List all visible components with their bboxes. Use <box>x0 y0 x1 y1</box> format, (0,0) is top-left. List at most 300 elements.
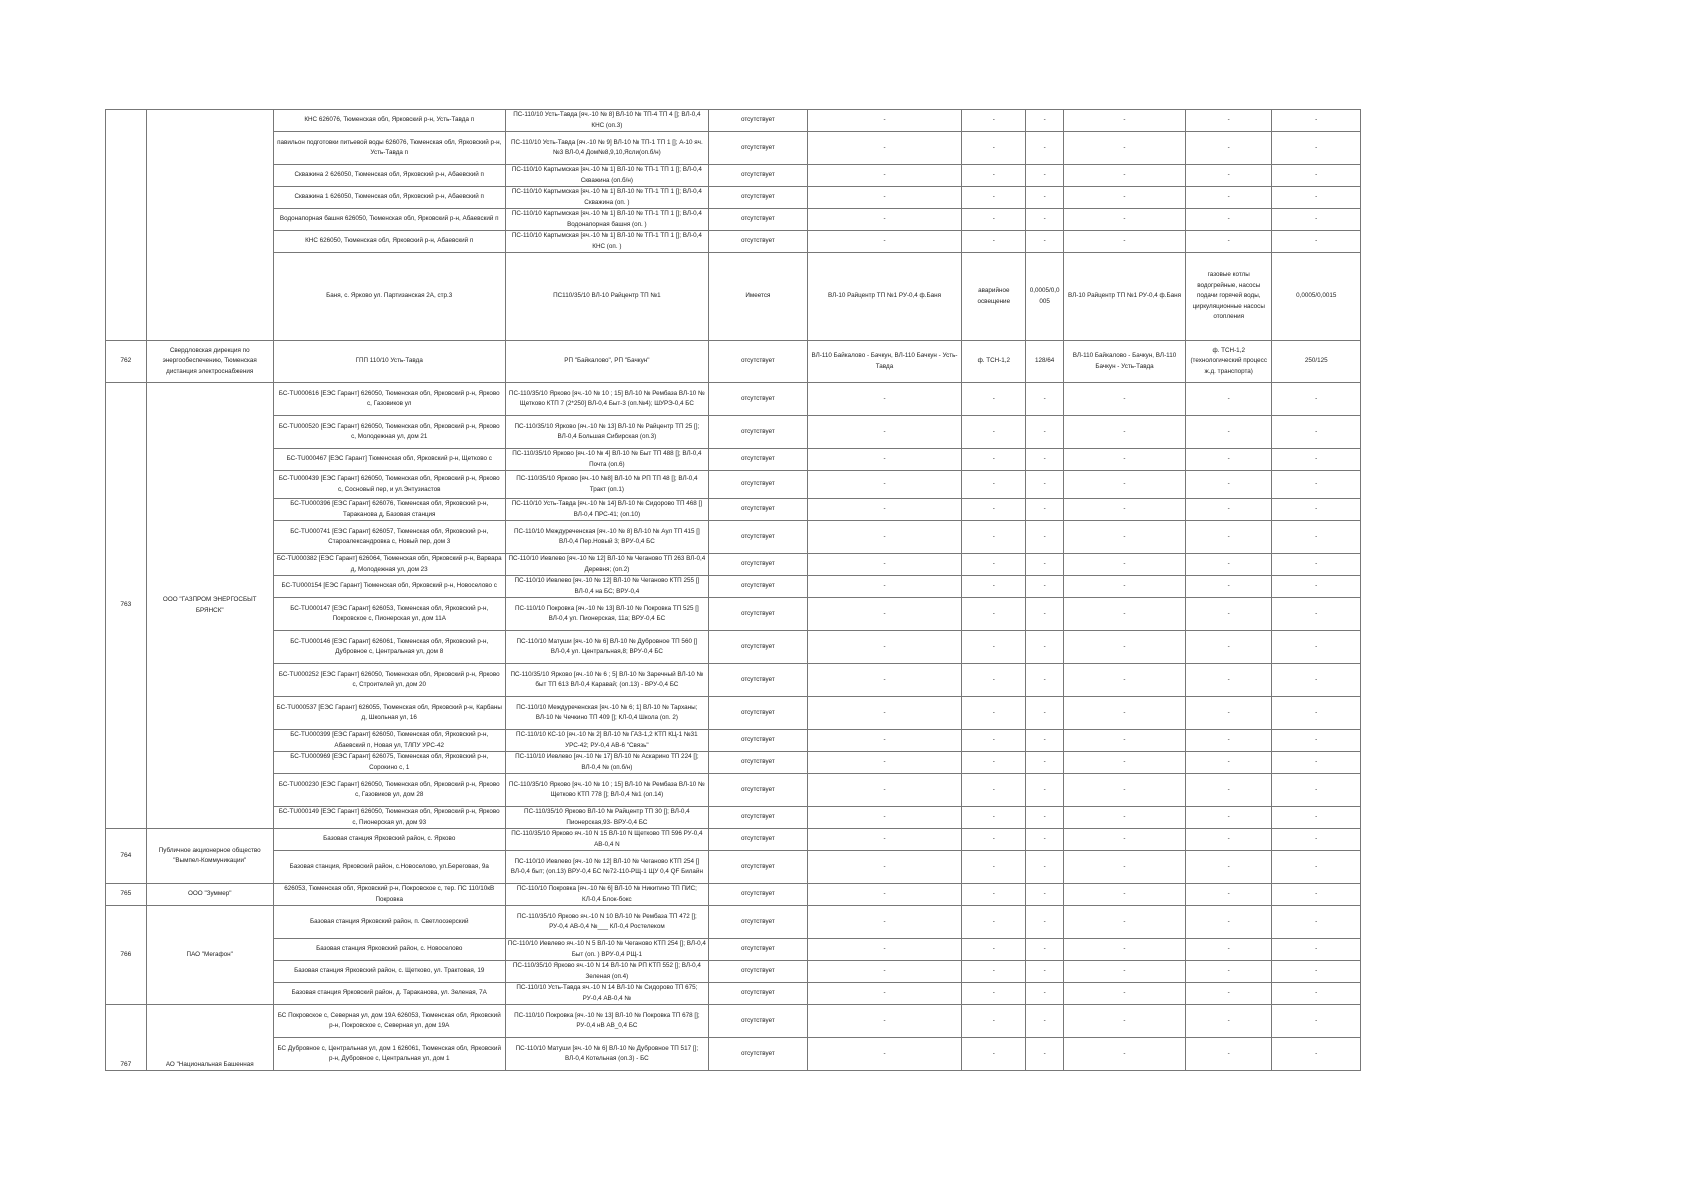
status-cell: отсутствует <box>709 884 808 906</box>
col11-cell: - <box>1272 939 1361 961</box>
col10-cell: - <box>1186 939 1272 961</box>
col6-cell: - <box>807 1038 962 1071</box>
col11-cell: - <box>1272 730 1361 752</box>
object-cell: БС-TU000230 [ЕЭС Гарант] 626050, Тюменская обл, Ярковский р-н, Ярково с, Газовиков ул, дом 28 <box>273 774 505 807</box>
col7-cell: - <box>962 576 1026 598</box>
col10-cell: - <box>1186 730 1272 752</box>
col8-cell: - <box>1026 209 1064 231</box>
col10-cell: - <box>1186 774 1272 807</box>
status-cell: отсутствует <box>709 939 808 961</box>
col6-cell: - <box>807 664 962 697</box>
col6-cell: ВЛ-110 Байкалово - Бачкун, ВЛ-110 Бачкун - Усть-Тавда <box>807 341 962 383</box>
col6-cell: - <box>807 209 962 231</box>
table-row <box>106 1005 1361 1038</box>
col10-cell: - <box>1186 209 1272 231</box>
col7-cell: - <box>962 449 1026 471</box>
col7-cell: - <box>962 383 1026 416</box>
table-row <box>106 253 1361 341</box>
col8-cell: - <box>1026 231 1064 253</box>
object-cell: Скважина 2 626050, Тюменская обл, Ярковский р-н, Абаевский п <box>273 165 505 187</box>
col11-cell: - <box>1272 983 1361 1005</box>
col9-cell: - <box>1063 1038 1185 1071</box>
col11-cell: - <box>1272 554 1361 576</box>
col10-cell: - <box>1186 383 1272 416</box>
object-cell: 626053, Тюменская обл, Ярковский р-н, Покровское с, тер. ПС 110/10кВ Покровка <box>273 884 505 906</box>
table-row <box>106 807 1361 829</box>
table-row <box>106 664 1361 697</box>
col7-cell: ф. ТСН-1,2 <box>962 341 1026 383</box>
page-clip <box>100 100 1370 1078</box>
table-row <box>106 961 1361 983</box>
status-cell: отсутствует <box>709 132 808 165</box>
source-cell: ПС-110/10 Картымская [яч.-10 № 1] ВЛ-10 № ТП-1 ТП 1 []; ВЛ-0,4 Водонапорная башня (оп. ) <box>505 209 708 231</box>
table-row <box>106 383 1361 416</box>
object-cell: БС-TU000146 [ЕЭС Гарант] 626061, Тюменская обл, Ярковский р-н, Дубровное с, Центральная ул, дом 8 <box>273 631 505 664</box>
col9-cell: ВЛ-110 Байкалово - Бачкун, ВЛ-110 Бачкун - Усть-Тавда <box>1063 341 1185 383</box>
organization-cell: ООО "Зуммер" <box>146 884 273 906</box>
table-row <box>106 499 1361 521</box>
col7-cell: - <box>962 631 1026 664</box>
status-cell: отсутствует <box>709 730 808 752</box>
col11-cell: - <box>1272 829 1361 851</box>
col9-cell: - <box>1063 521 1185 554</box>
col8-cell: - <box>1026 851 1064 884</box>
status-cell: отсутствует <box>709 231 808 253</box>
status-cell: отсутствует <box>709 664 808 697</box>
col6-cell: - <box>807 983 962 1005</box>
status-cell: отсутствует <box>709 165 808 187</box>
col7-cell: - <box>962 730 1026 752</box>
col10-cell: - <box>1186 576 1272 598</box>
col8-cell: - <box>1026 697 1064 730</box>
object-cell: Базовая станция Ярковский район, д. Тараканова, ул. Зеленая, 7А <box>273 983 505 1005</box>
col9-cell: - <box>1063 730 1185 752</box>
status-cell: отсутствует <box>709 1005 808 1038</box>
source-cell: ПС-110/35/10 Ярково [яч.-10 № 4] ВЛ-10 № Быт ТП 488 []; ВЛ-0,4 Почта (оп.6) <box>505 449 708 471</box>
col8-cell: - <box>1026 939 1064 961</box>
col9-cell: - <box>1063 383 1185 416</box>
col11-cell: - <box>1272 383 1361 416</box>
col7-cell: - <box>962 110 1026 132</box>
status-cell: отсутствует <box>709 752 808 774</box>
table-row <box>106 132 1361 165</box>
row-number-cell: 762 <box>106 341 147 383</box>
object-cell: БС-TU000154 [ЕЭС Гарант] Тюменская обл, Ярковский р-н, Новоселово с <box>273 576 505 598</box>
col8-cell: - <box>1026 110 1064 132</box>
table-row <box>106 697 1361 730</box>
source-cell: ПС-110/10 Картымская [яч.-10 № 1] ВЛ-10 № ТП-1 ТП 1 []; ВЛ-0,4 КНС (оп. ) <box>505 231 708 253</box>
source-cell: РП "Байкалово", РП "Бачкун" <box>505 341 708 383</box>
status-cell: отсутствует <box>709 851 808 884</box>
col9-cell: - <box>1063 664 1185 697</box>
col6-cell: - <box>807 554 962 576</box>
table-row <box>106 576 1361 598</box>
col6-cell: - <box>807 1005 962 1038</box>
col7-cell: - <box>962 416 1026 449</box>
col9-cell: - <box>1063 752 1185 774</box>
col11-cell: - <box>1272 231 1361 253</box>
col7-cell: - <box>962 884 1026 906</box>
col7-cell: - <box>962 231 1026 253</box>
table-row <box>106 939 1361 961</box>
col11-cell: - <box>1272 697 1361 730</box>
col10-cell: - <box>1186 416 1272 449</box>
col10-cell: - <box>1186 697 1272 730</box>
col11-cell: - <box>1272 807 1361 829</box>
col6-cell: - <box>807 774 962 807</box>
source-cell: ПС-110/10 Покровка [яч.-10 № 13] ВЛ-10 № Покровка ТП 678 []; РУ-0,4 нВ АВ_0,4 БС <box>505 1005 708 1038</box>
col7-cell: - <box>962 774 1026 807</box>
col10-cell: - <box>1186 165 1272 187</box>
col7-cell: - <box>962 209 1026 231</box>
col8-cell: - <box>1026 132 1064 165</box>
source-cell: ПС-110/10 КС-10 [яч.-10 № 2] ВЛ-10 № ГАЗ-1,2 КТП КЦ-1 №31 УРС-42; РУ-0,4 АВ-6 "Связь" <box>505 730 708 752</box>
table-row <box>106 471 1361 499</box>
row-number-cell: 764 <box>106 829 147 884</box>
source-cell: ПС-110/10 Иевлево [яч.-10 № 12] ВЛ-10 № Чеганово КТП 255 [] ВЛ-0,4 на БС; ВРУ-0,4 <box>505 576 708 598</box>
col10-cell: - <box>1186 499 1272 521</box>
source-cell: ПС-110/35/10 Ярково [яч.-10 № 10 ; 15] ВЛ-10 № Рембаза ВЛ-10 № Щетково КТП 778 []; ВЛ-0,4 №1 (оп.14) <box>505 774 708 807</box>
object-cell: КНС 626076, Тюменская обл, Ярковский р-н, Усть-Тавда п <box>273 110 505 132</box>
table-row <box>106 231 1361 253</box>
status-cell: отсутствует <box>709 697 808 730</box>
col10-cell: - <box>1186 231 1272 253</box>
object-cell: БС-TU000149 [ЕЭС Гарант] 626050, Тюменская обл, Ярковский р-н, Ярково с, Пионерская ул, дом 93 <box>273 807 505 829</box>
col6-cell: - <box>807 231 962 253</box>
col7-cell: - <box>962 1038 1026 1071</box>
col11-cell: 0,0005/0,0015 <box>1272 253 1361 341</box>
col11-cell: - <box>1272 631 1361 664</box>
object-cell: павильон подготовки питьевой воды 626076, Тюменская обл, Ярковский р-н, Усть-Тавда п <box>273 132 505 165</box>
object-cell: БС-TU000467 [ЕЭС Гарант] Тюменская обл, Ярковский р-н, Щетково с <box>273 449 505 471</box>
col10-cell: - <box>1186 829 1272 851</box>
col9-cell: - <box>1063 576 1185 598</box>
col11-cell: - <box>1272 471 1361 499</box>
col10-cell: - <box>1186 851 1272 884</box>
status-cell: отсутствует <box>709 906 808 939</box>
col10-cell: - <box>1186 752 1272 774</box>
data-table <box>105 109 1361 1071</box>
status-cell: отсутствует <box>709 110 808 132</box>
source-cell: ПС-110/10 Иевлево [яч.-10 № 12] ВЛ-10 № Чеганово КТП 254 [] ВЛ-0,4 быт; (оп.13) ВРУ-0,4 БС №72-110-РЩ-1 ЩУ 0,4 QF Билайн <box>505 851 708 884</box>
col8-cell: - <box>1026 1038 1064 1071</box>
source-cell: ПС-110/10 Матуши [яч.-10 № 6] ВЛ-10 № Дубровное ТП 517 []; ВЛ-0,4 Котельная (оп.3) - БС <box>505 1038 708 1071</box>
source-cell: ПС-110/35/10 Ярково [яч.-10 № 13] ВЛ-10 № Райцентр ТП 25 []; ВЛ-0,4 Большая Сибирская (оп.3) <box>505 416 708 449</box>
col8-cell: - <box>1026 521 1064 554</box>
source-cell: ПС-110/10 Картымская [яч.-10 № 1] ВЛ-10 № ТП-1 ТП 1 []; ВЛ-0,4 Скважина (оп.б/н) <box>505 165 708 187</box>
col6-cell: ВЛ-10 Райцентр ТП №1 РУ-0,4 ф.Баня <box>807 253 962 341</box>
object-cell: БС-TU000147 [ЕЭС Гарант] 626053, Тюменская обл, Ярковский р-н, Покровское с, Пионерская ул, дом 11А <box>273 598 505 631</box>
col7-cell: - <box>962 471 1026 499</box>
table-row <box>106 554 1361 576</box>
source-cell: ПС-110/10 Покровка [яч.-10 № 13] ВЛ-10 № Покровка ТП 525 [] ВЛ-0,4 ул. Пионерская, 11а; ВРУ-0,4 БС <box>505 598 708 631</box>
col9-cell: - <box>1063 697 1185 730</box>
col8-cell: - <box>1026 664 1064 697</box>
source-cell: ПС-110/10 Усть-Тавда яч.-10 N 14 ВЛ-10 № Сидорово ТП 675; РУ-0,4 АВ-0,4 № <box>505 983 708 1005</box>
col6-cell: - <box>807 449 962 471</box>
col9-cell: - <box>1063 416 1185 449</box>
status-cell: отсутствует <box>709 983 808 1005</box>
object-cell: Водонапорная башня 626050, Тюменская обл, Ярковский р-н, Абаевский п <box>273 209 505 231</box>
source-cell: ПС-110/10 Матуши [яч.-10 № 6] ВЛ-10 № Дубровное ТП 560 [] ВЛ-0,4 ул. Центральная,8; ВРУ-0,4 БС <box>505 631 708 664</box>
col9-cell: - <box>1063 631 1185 664</box>
col9-cell: - <box>1063 209 1185 231</box>
col11-cell: - <box>1272 664 1361 697</box>
col6-cell: - <box>807 631 962 664</box>
status-cell: отсутствует <box>709 961 808 983</box>
col9-cell: - <box>1063 132 1185 165</box>
col8-cell: - <box>1026 449 1064 471</box>
col8-cell: - <box>1026 961 1064 983</box>
table-row <box>106 449 1361 471</box>
col8-cell: - <box>1026 730 1064 752</box>
col11-cell: - <box>1272 752 1361 774</box>
object-cell: Базовая станция Ярковский район, с. Ярково <box>273 829 505 851</box>
col10-cell: - <box>1186 983 1272 1005</box>
col7-cell: - <box>962 961 1026 983</box>
table-row <box>106 631 1361 664</box>
col6-cell: - <box>807 187 962 209</box>
col10-cell: - <box>1186 521 1272 554</box>
col8-cell: - <box>1026 774 1064 807</box>
col7-cell: - <box>962 1005 1026 1038</box>
col11-cell: - <box>1272 1005 1361 1038</box>
col6-cell: - <box>807 521 962 554</box>
col8-cell: 0,0005/0,0005 <box>1026 253 1064 341</box>
col10-cell: - <box>1186 598 1272 631</box>
col6-cell: - <box>807 499 962 521</box>
col9-cell: - <box>1063 1005 1185 1038</box>
col6-cell: - <box>807 730 962 752</box>
status-cell: отсутствует <box>709 499 808 521</box>
col9-cell: - <box>1063 165 1185 187</box>
status-cell: отсутствует <box>709 521 808 554</box>
col11-cell: - <box>1272 906 1361 939</box>
col8-cell: - <box>1026 752 1064 774</box>
object-cell: БС-TU000252 [ЕЭС Гарант] 626050, Тюменская обл, Ярковский р-н, Ярково с, Строителей ул, дом 20 <box>273 664 505 697</box>
col10-cell: - <box>1186 1038 1272 1071</box>
col6-cell: - <box>807 752 962 774</box>
col10-cell: - <box>1186 187 1272 209</box>
source-cell: ПС-110/10 Иевлево [яч.-10 № 12] ВЛ-10 № Чеганово ТП 263 ВЛ-0,4 Деревня; (оп.2) <box>505 554 708 576</box>
col11-cell: - <box>1272 416 1361 449</box>
source-cell: ПС-110/10 Междуреченская [яч.-10 № 6; 1] ВЛ-10 № Тарханы; ВЛ-10 № Чечкино ТП 409 []; КЛ-0,4 Школа (оп. 2) <box>505 697 708 730</box>
col8-cell: - <box>1026 416 1064 449</box>
col6-cell: - <box>807 884 962 906</box>
table-row <box>106 774 1361 807</box>
col8-cell: - <box>1026 807 1064 829</box>
col9-cell: - <box>1063 851 1185 884</box>
status-cell: отсутствует <box>709 383 808 416</box>
col8-cell: - <box>1026 598 1064 631</box>
col6-cell: - <box>807 110 962 132</box>
col6-cell: - <box>807 471 962 499</box>
table-row <box>106 598 1361 631</box>
table-row <box>106 209 1361 231</box>
col10-cell: - <box>1186 471 1272 499</box>
status-cell: отсутствует <box>709 1038 808 1071</box>
col11-cell: - <box>1272 774 1361 807</box>
col11-cell: - <box>1272 209 1361 231</box>
col10-cell: - <box>1186 449 1272 471</box>
col11-cell: - <box>1272 1038 1361 1071</box>
object-cell: Базовая станция Ярковский район, с. Новоселово <box>273 939 505 961</box>
col6-cell: - <box>807 851 962 884</box>
col11-cell: - <box>1272 110 1361 132</box>
source-cell: ПС-110/35/10 Ярково яч.-10 N 14 ВЛ-10 № РП КТП 552 []; ВЛ-0,4 Зеленая (оп.4) <box>505 961 708 983</box>
col11-cell: - <box>1272 576 1361 598</box>
table-row <box>106 165 1361 187</box>
object-cell: БС Покровское с, Северная ул, дом 19А 626053, Тюменская обл, Ярковский р-н, Покровское с, Северная ул, дом 19А <box>273 1005 505 1038</box>
col6-cell: - <box>807 165 962 187</box>
col9-cell: - <box>1063 471 1185 499</box>
col10-cell: - <box>1186 554 1272 576</box>
col8-cell: - <box>1026 471 1064 499</box>
col8-cell: 128/64 <box>1026 341 1064 383</box>
col11-cell: - <box>1272 187 1361 209</box>
organization-cell <box>146 110 273 341</box>
col9-cell: - <box>1063 906 1185 939</box>
col9-cell: - <box>1063 961 1185 983</box>
col7-cell: - <box>962 187 1026 209</box>
col7-cell: - <box>962 697 1026 730</box>
status-cell: отсутствует <box>709 449 808 471</box>
object-cell: БС-TU000520 [ЕЭС Гарант] 626050, Тюменская обл, Ярковский р-н, Ярково с, Молодежная ул, дом 21 <box>273 416 505 449</box>
table-row <box>106 730 1361 752</box>
col6-cell: - <box>807 961 962 983</box>
col8-cell: - <box>1026 884 1064 906</box>
table-row <box>106 829 1361 851</box>
col8-cell: - <box>1026 829 1064 851</box>
col8-cell: - <box>1026 983 1064 1005</box>
row-number-cell: 765 <box>106 884 147 906</box>
source-cell: ПС-110/10 Покровка [яч.-10 № 6] ВЛ-10 № Никитино ТП ПИС; КЛ-0,4 Блок-бокс <box>505 884 708 906</box>
col8-cell: - <box>1026 165 1064 187</box>
col6-cell: - <box>807 416 962 449</box>
table-row <box>106 884 1361 906</box>
col10-cell: - <box>1186 1005 1272 1038</box>
col10-cell: газовые котлы водогрейные, насосы подачи горячей воды, циркуляционные насосы отопления <box>1186 253 1272 341</box>
source-cell: ПС110/35/10 ВЛ-10 Райцентр ТП №1 <box>505 253 708 341</box>
col7-cell: аварийное освещение <box>962 253 1026 341</box>
col6-cell: - <box>807 807 962 829</box>
object-cell: Базовая станция, Ярковский район, с.Новоселово, ул.Береговая, 9а <box>273 851 505 884</box>
col7-cell: - <box>962 521 1026 554</box>
col6-cell: - <box>807 132 962 165</box>
col7-cell: - <box>962 499 1026 521</box>
col8-cell: - <box>1026 187 1064 209</box>
status-cell: отсутствует <box>709 554 808 576</box>
col7-cell: - <box>962 664 1026 697</box>
status-cell: отсутствует <box>709 829 808 851</box>
col9-cell: ВЛ-10 Райцентр ТП №1 РУ-0,4 ф.Баня <box>1063 253 1185 341</box>
col9-cell: - <box>1063 774 1185 807</box>
source-cell: ПС-110/35/10 Ярково [яч.-10 №8] ВЛ-10 № РП ТП 48 []; ВЛ-0,4 Тракт (оп.1) <box>505 471 708 499</box>
organization-cell: ПАО "Мегафон" <box>146 906 273 1005</box>
col7-cell: - <box>962 132 1026 165</box>
table-row <box>106 1038 1361 1071</box>
status-cell: отсутствует <box>709 631 808 664</box>
col10-cell: - <box>1186 961 1272 983</box>
col11-cell: - <box>1272 851 1361 884</box>
table-row <box>106 752 1361 774</box>
col10-cell: - <box>1186 664 1272 697</box>
status-cell: Имеется <box>709 253 808 341</box>
col7-cell: - <box>962 829 1026 851</box>
col11-cell: - <box>1272 521 1361 554</box>
col8-cell: - <box>1026 576 1064 598</box>
object-cell: БС-TU000439 [ЕЭС Гарант] 626050, Тюменская обл, Ярковский р-н, Ярково с, Сосновый пер, и ул.Энтузиастов <box>273 471 505 499</box>
col9-cell: - <box>1063 939 1185 961</box>
col8-cell: - <box>1026 906 1064 939</box>
source-cell: ПС-110/10 Усть-Тавда [яч.-10 № 8] ВЛ-10 № ТП-4 ТП 4 []; ВЛ-0,4 КНС (оп.3) <box>505 110 708 132</box>
col6-cell: - <box>807 576 962 598</box>
col8-cell: - <box>1026 1005 1064 1038</box>
source-cell: ПС-110/35/10 Ярково яч.-10 N 10 ВЛ-10 № Рембаза ТП 472 []; РУ-0,4 АВ-0,4 №___ КЛ-0,4 Ростелеком <box>505 906 708 939</box>
col11-cell: - <box>1272 598 1361 631</box>
row-number-cell: 763 <box>106 383 147 829</box>
table-row <box>106 521 1361 554</box>
table-row <box>106 851 1361 884</box>
object-cell: БС-TU000741 [ЕЭС Гарант] 626057, Тюменская обл, Ярковский р-н, Староалександровка с, Новый пер, дом 3 <box>273 521 505 554</box>
object-cell: ГПП 110/10 Усть-Тавда <box>273 341 505 383</box>
col6-cell: - <box>807 939 962 961</box>
col8-cell: - <box>1026 499 1064 521</box>
col11-cell: - <box>1272 132 1361 165</box>
col8-cell: - <box>1026 631 1064 664</box>
col10-cell: - <box>1186 884 1272 906</box>
col9-cell: - <box>1063 499 1185 521</box>
source-cell: ПС-110/35/10 Ярково яч.-10 N 15 ВЛ-10 N Щетково ТП 596 РУ-0,4 АВ-0,4 N <box>505 829 708 851</box>
object-cell: БС-TU000616 [ЕЭС Гарант] 626050, Тюменская обл, Ярковский р-н, Ярково с, Газовиков ул <box>273 383 505 416</box>
status-cell: отсутствует <box>709 576 808 598</box>
col8-cell: - <box>1026 554 1064 576</box>
table-row <box>106 341 1361 383</box>
organization-cell: АО "Национальная Башенная <box>146 1005 273 1071</box>
status-cell: отсутствует <box>709 807 808 829</box>
source-cell: ПС-110/10 Усть-Тавда [яч.-10 № 14] ВЛ-10 № Сидорово ТП 468 [] ВЛ-0,4 ПРС-41; (оп.10) <box>505 499 708 521</box>
source-cell: ПС-110/35/10 Ярково [яч.-10 № 6 ; 5] ВЛ-10 № Заречный ВЛ-10 № быт ТП 613 ВЛ-0,4 Каравай; (оп.13) - ВРУ-0,4 БС <box>505 664 708 697</box>
source-cell: ПС-110/35/10 Ярково [яч.-10 № 10 ; 15] ВЛ-10 № Рембаза ВЛ-10 № Щетково КТП 7 (2*250] ВЛ-0,4 Быт-3 (оп.№4); ШУРЭ-0,4 БС <box>505 383 708 416</box>
col11-cell: 250/125 <box>1272 341 1361 383</box>
table-row <box>106 983 1361 1005</box>
col10-cell: - <box>1186 807 1272 829</box>
organization-cell: Публичное акционерное общество "Вымпел-Коммуникации" <box>146 829 273 884</box>
col7-cell: - <box>962 554 1026 576</box>
col9-cell: - <box>1063 110 1185 132</box>
col11-cell: - <box>1272 499 1361 521</box>
status-cell: отсутствует <box>709 416 808 449</box>
source-cell: ПС-110/35/10 Ярково ВЛ-10 № Райцентр ТП 30 []; ВЛ-0,4 Пионерская,93- ВРУ-0,4 БС <box>505 807 708 829</box>
source-cell: ПС-110/10 Иевлево яч.-10 N 5 ВЛ-10 № Чеганово КТП 254 []; ВЛ-0,4 Быт (оп. ) ВРУ-0,4 РЩ-1 <box>505 939 708 961</box>
col7-cell: - <box>962 906 1026 939</box>
col9-cell: - <box>1063 449 1185 471</box>
col10-cell: - <box>1186 132 1272 165</box>
object-cell: БС-TU000537 [ЕЭС Гарант] 626055, Тюменская обл, Ярковский р-н, Карбаны д, Школьная ул, 16 <box>273 697 505 730</box>
col11-cell: - <box>1272 165 1361 187</box>
col9-cell: - <box>1063 807 1185 829</box>
col7-cell: - <box>962 939 1026 961</box>
status-cell: отсутствует <box>709 774 808 807</box>
col7-cell: - <box>962 752 1026 774</box>
col6-cell: - <box>807 383 962 416</box>
source-cell: ПС-110/10 Иевлево [яч.-10 № 17] ВЛ-10 № Аскарино ТП 224 []; ВЛ-0,4 № (оп.б/н) <box>505 752 708 774</box>
status-cell: отсутствует <box>709 187 808 209</box>
object-cell: Базовая станция Ярковский район, п. Светлоозерский <box>273 906 505 939</box>
object-cell: Скважина 1 626050, Тюменская обл, Ярковский р-н, Абаевский п <box>273 187 505 209</box>
col10-cell: - <box>1186 631 1272 664</box>
col9-cell: - <box>1063 983 1185 1005</box>
